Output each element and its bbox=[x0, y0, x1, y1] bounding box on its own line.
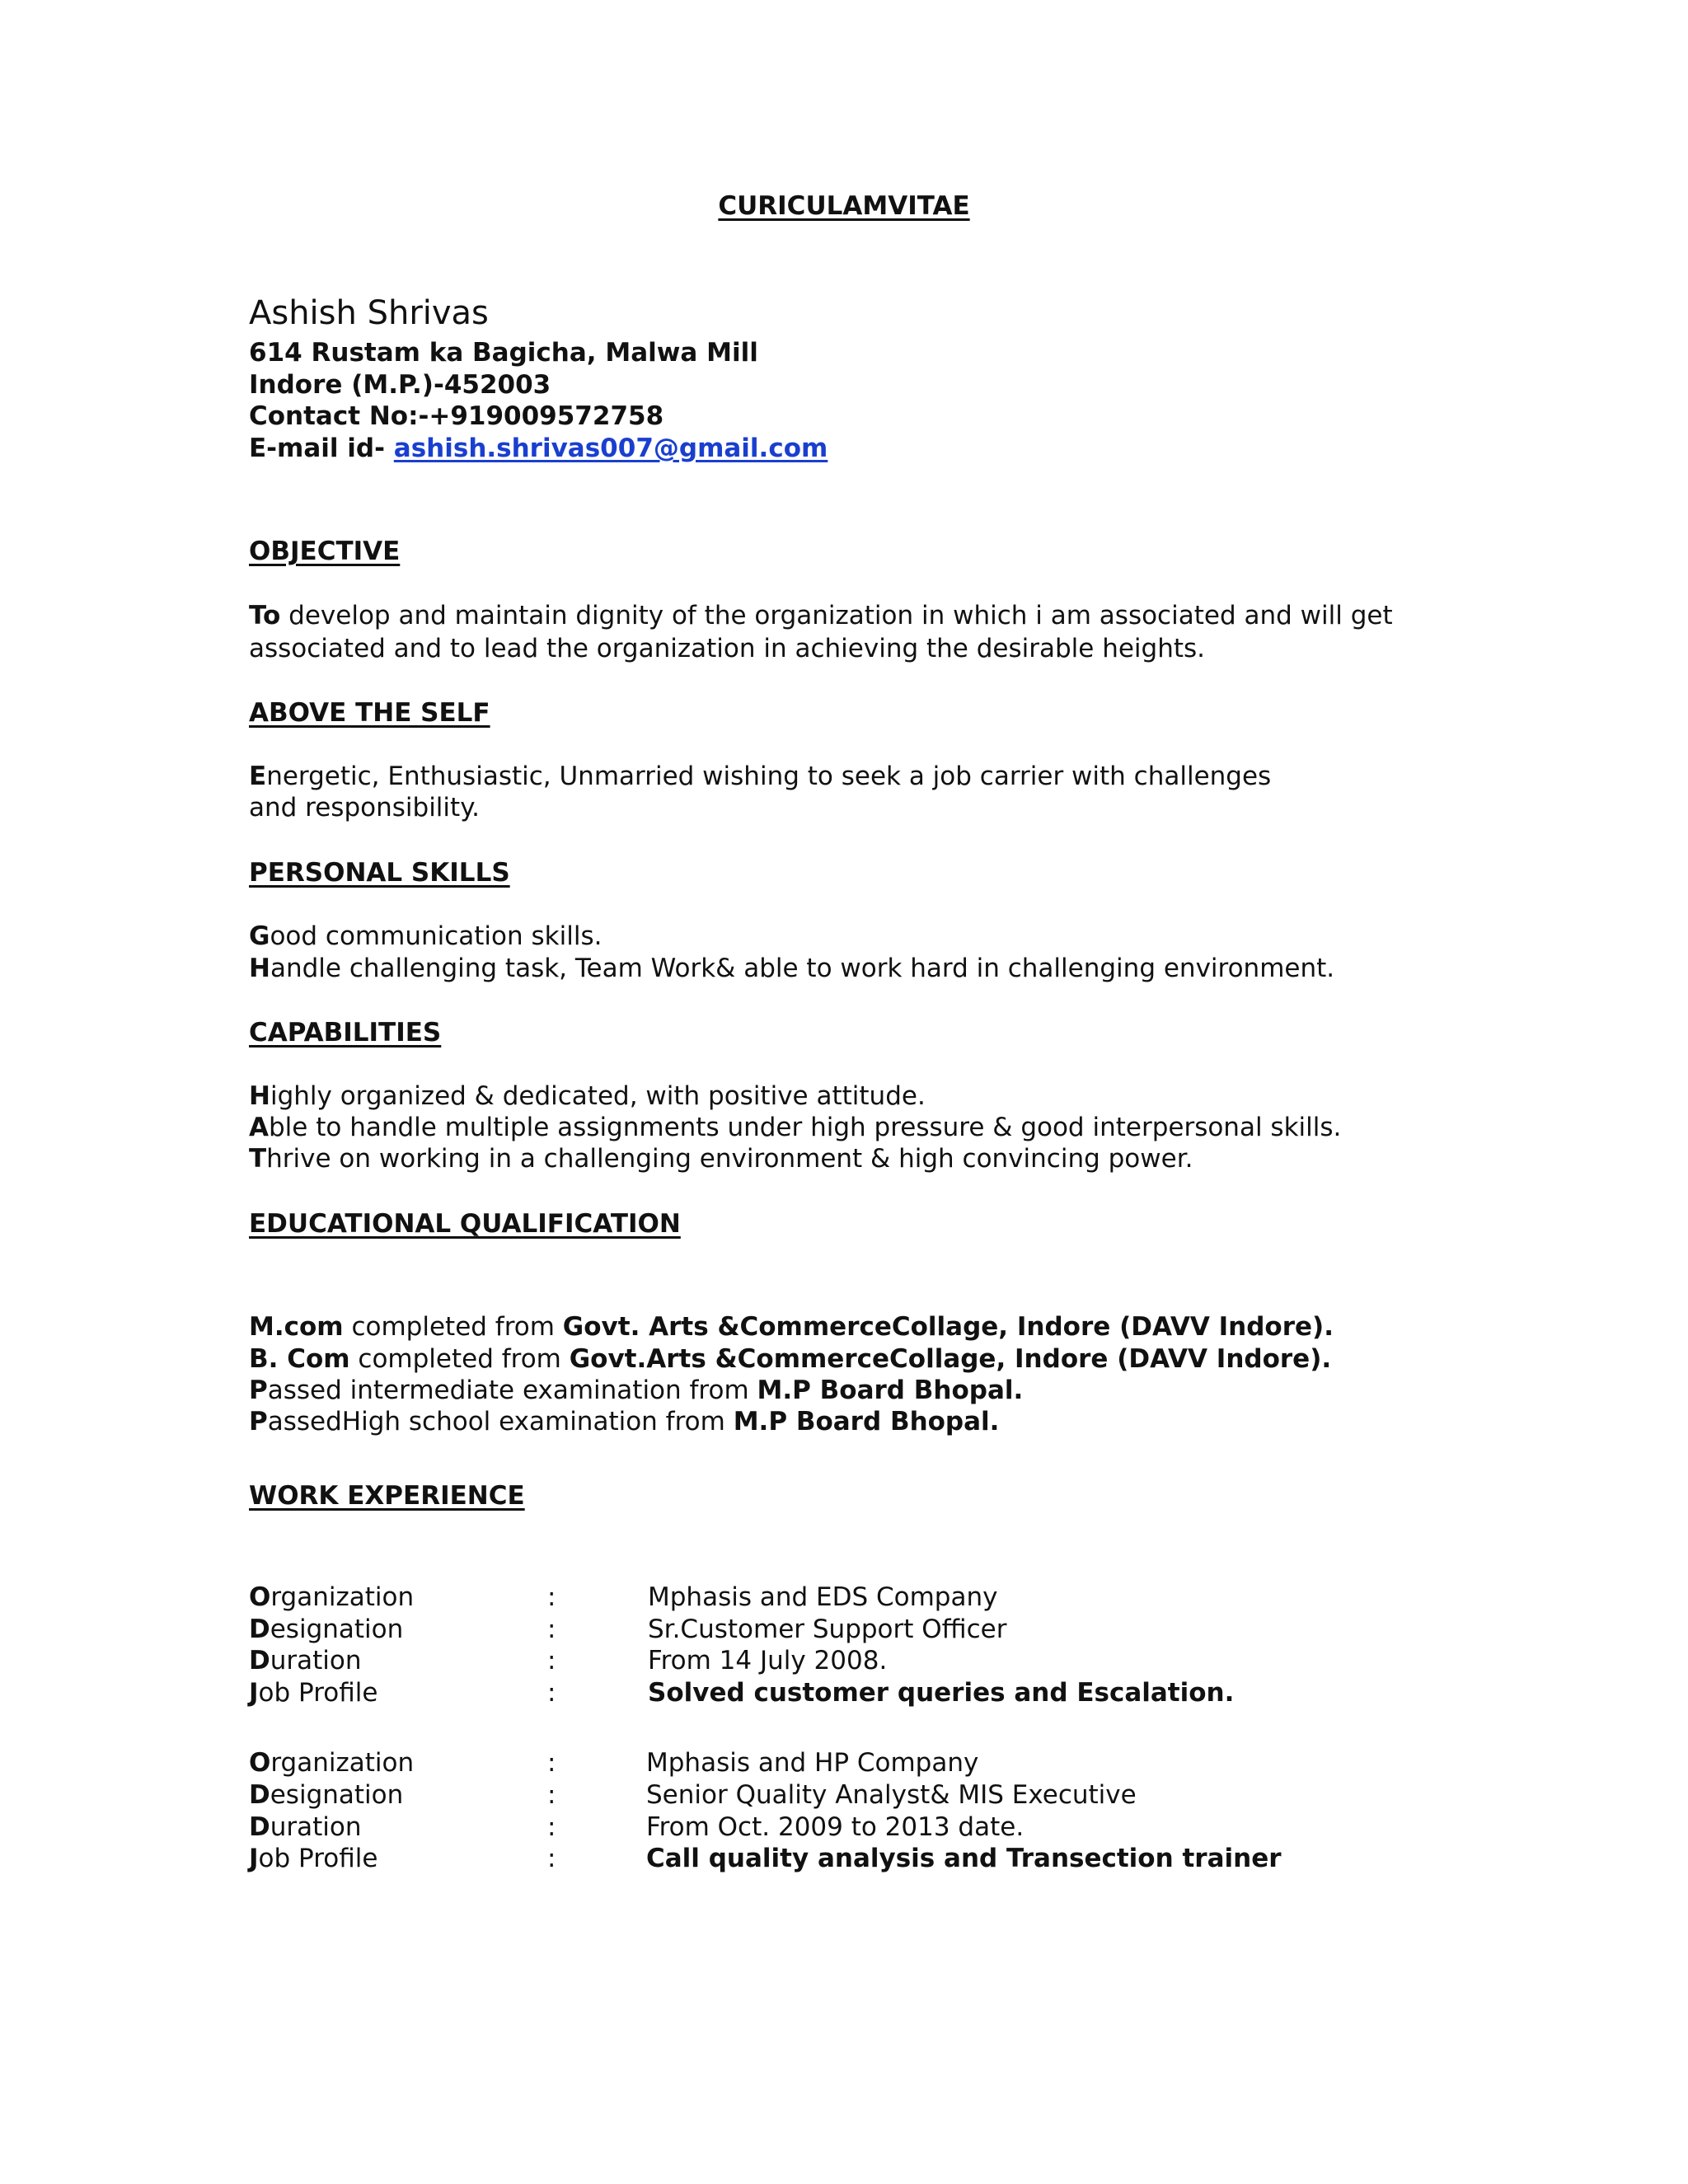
capability-lead: A bbox=[249, 1113, 269, 1142]
job-row-duration bbox=[249, 1646, 1485, 1679]
row-label: Designation bbox=[249, 1780, 404, 1810]
education-item bbox=[249, 1344, 1331, 1374]
education-mid: assed intermediate examination from bbox=[267, 1376, 757, 1405]
job-row-profile bbox=[249, 1678, 1485, 1711]
row-colon: : bbox=[547, 1748, 556, 1778]
objective-text bbox=[249, 599, 1403, 665]
education-mid: completed from bbox=[343, 1312, 563, 1342]
row-label: Duration bbox=[249, 1812, 362, 1842]
capability-item bbox=[249, 1081, 926, 1111]
row-colon: : bbox=[547, 1844, 556, 1873]
objective-lead: To bbox=[249, 601, 281, 630]
document-title: CURICULAMVITAE bbox=[718, 191, 970, 221]
row-colon: : bbox=[547, 1812, 556, 1842]
above-self-text bbox=[249, 761, 1320, 823]
job-row-designation bbox=[249, 1780, 1485, 1813]
capability-text: ble to handle multiple assignments under high pressure & good interpersonal skills. bbox=[269, 1113, 1342, 1142]
row-label: Duration bbox=[249, 1646, 362, 1675]
row-label: Job Profile bbox=[249, 1844, 378, 1873]
capability-item bbox=[249, 1113, 1341, 1142]
row-colon: : bbox=[547, 1582, 556, 1612]
institution: Govt. Arts &CommerceCollage, Indore (DAVV Indore). bbox=[562, 1312, 1334, 1342]
capabilities-heading: CAPABILITIES bbox=[249, 1018, 442, 1047]
education-item bbox=[249, 1312, 1334, 1342]
row-value: Mphasis and EDS Company bbox=[648, 1582, 998, 1612]
row-label: Organization bbox=[249, 1748, 415, 1778]
address-line-2: Indore (M.P.)-452003 bbox=[249, 370, 551, 400]
job-row-profile bbox=[249, 1844, 1485, 1877]
personal-skills-heading: PERSONAL SKILLS bbox=[249, 858, 510, 888]
email-link[interactable]: ashish.shrivas007@gmail.com bbox=[393, 434, 828, 463]
education-item bbox=[249, 1407, 999, 1436]
degree: B. Com bbox=[249, 1344, 350, 1374]
skill-text: andle challenging task, Team Work& able to work hard in challenging environment. bbox=[270, 954, 1335, 983]
capability-lead: T bbox=[249, 1144, 267, 1174]
row-value: Call quality analysis and Transection trainer bbox=[646, 1844, 1282, 1873]
institution: M.P Board Bhopal. bbox=[733, 1407, 1000, 1436]
candidate-name: Ashish Shrivas bbox=[249, 294, 489, 332]
education-item bbox=[249, 1376, 1023, 1405]
capability-text: ighly organized & dedicated, with positive attitude. bbox=[270, 1081, 926, 1111]
row-colon: : bbox=[547, 1678, 556, 1708]
row-value: Mphasis and HP Company bbox=[646, 1748, 979, 1778]
skill-item bbox=[249, 921, 602, 951]
job-row-designation bbox=[249, 1615, 1485, 1647]
address-line-1: 614 Rustam ka Bagicha, Malwa Mill bbox=[249, 338, 758, 368]
institution: Govt.Arts &CommerceCollage, Indore (DAVV Indore). bbox=[569, 1344, 1332, 1374]
objective-body: develop and maintain dignity of the organization in which i am associated and will get associated and to lead the organization in achieving the desirable heights. bbox=[249, 601, 1393, 663]
job-row-organization bbox=[249, 1582, 1485, 1615]
contact-number: Contact No:-+919009572758 bbox=[249, 401, 664, 431]
skill-lead: H bbox=[249, 954, 270, 983]
degree: P bbox=[249, 1407, 268, 1436]
job-row-organization bbox=[249, 1748, 1485, 1781]
degree: M.com bbox=[249, 1312, 344, 1342]
skill-text: ood communication skills. bbox=[270, 921, 603, 951]
objective-heading: OBJECTIVE bbox=[249, 537, 401, 566]
above-self-body: nergetic, Enthusiastic, Unmarried wishing to seek a job carrier with challenges and responsibility. bbox=[249, 762, 1272, 823]
row-label: Designation bbox=[249, 1615, 404, 1644]
capability-lead: H bbox=[249, 1081, 270, 1111]
email-label: E-mail id- bbox=[249, 434, 394, 463]
job-row-duration bbox=[249, 1812, 1485, 1845]
row-value: From Oct. 2009 to 2013 date. bbox=[646, 1812, 1025, 1842]
above-self-heading: ABOVE THE SELF bbox=[249, 698, 490, 728]
institution: M.P Board Bhopal. bbox=[757, 1376, 1024, 1405]
row-value: Senior Quality Analyst& MIS Executive bbox=[646, 1780, 1137, 1810]
education-mid: assedHigh school examination from bbox=[267, 1407, 734, 1436]
row-value: Solved customer queries and Escalation. bbox=[648, 1678, 1235, 1708]
capability-item bbox=[249, 1144, 1193, 1174]
row-colon: : bbox=[547, 1615, 556, 1644]
skill-lead: G bbox=[249, 921, 270, 951]
row-value: Sr.Customer Support Officer bbox=[648, 1615, 1007, 1644]
row-colon: : bbox=[547, 1780, 556, 1810]
work-heading: WORK EXPERIENCE bbox=[249, 1481, 525, 1511]
education-heading: EDUCATIONAL QUALIFICATION bbox=[249, 1209, 681, 1239]
education-mid: completed from bbox=[349, 1344, 570, 1374]
capability-text: hrive on working in a challenging environment & high convincing power. bbox=[266, 1144, 1193, 1174]
skill-item bbox=[249, 954, 1334, 983]
row-label: Job Profile bbox=[249, 1678, 378, 1708]
above-self-lead: E bbox=[249, 762, 267, 791]
degree: P bbox=[249, 1376, 268, 1405]
email-line bbox=[249, 434, 828, 463]
row-colon: : bbox=[547, 1646, 556, 1675]
row-value: From 14 July 2008. bbox=[648, 1646, 888, 1675]
row-label: Organization bbox=[249, 1582, 415, 1612]
